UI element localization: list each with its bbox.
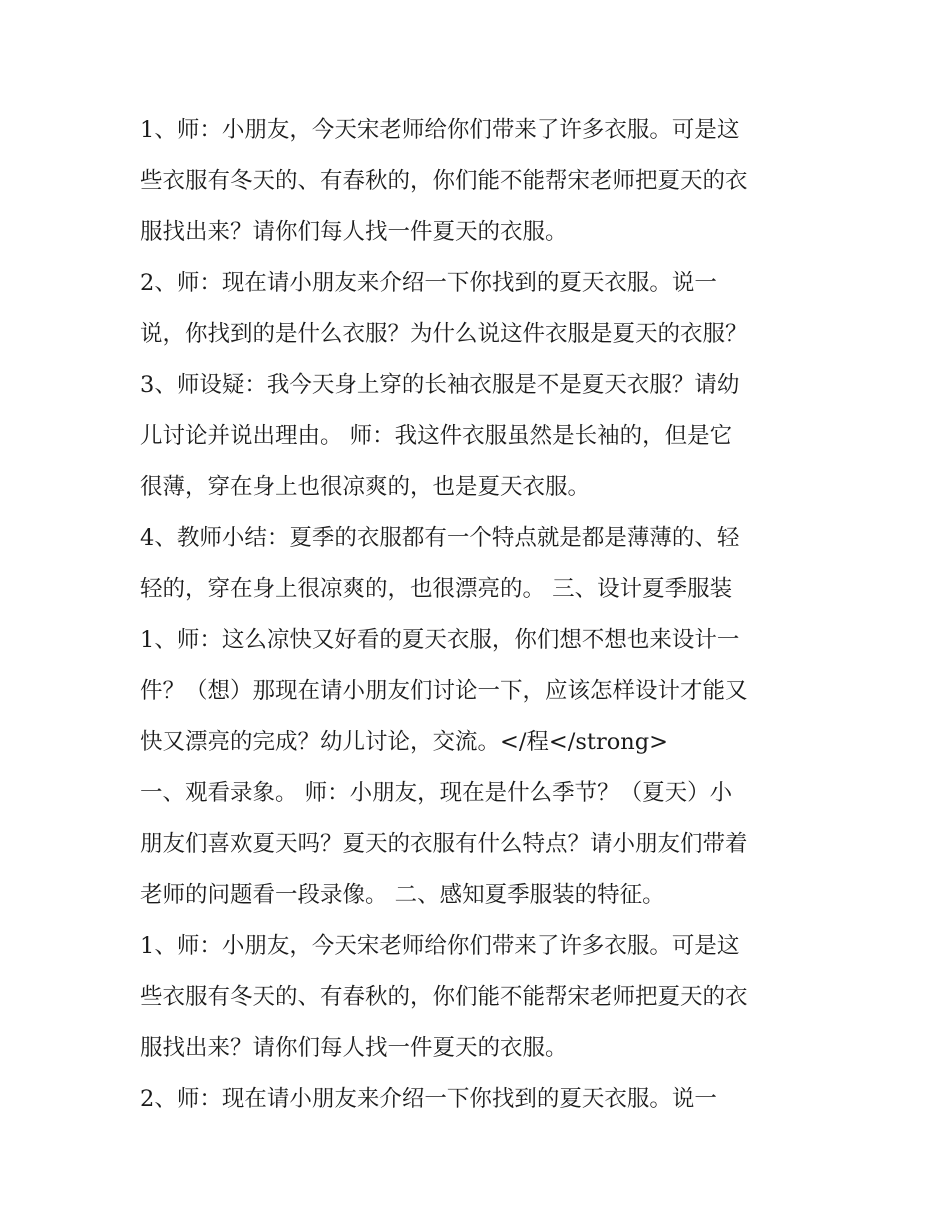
text-line: 1、师：小朋友，今天宋老师给你们带来了许多衣服。可是这 bbox=[140, 117, 740, 143]
text-line: 些衣服有冬天的、有春秋的，你们能不能帮宋老师把夏天的衣 bbox=[140, 168, 748, 194]
text-line: 服找出来？请你们每人找一件夏天的衣服。 bbox=[140, 219, 568, 245]
text-line: 2、师：现在请小朋友来介绍一下你找到的夏天衣服。说一 bbox=[140, 1086, 717, 1112]
text-line: 一、观看录象。 师：小朋友，现在是什么季节？（夏天）小 bbox=[140, 780, 733, 806]
text-line: 服找出来？请你们每人找一件夏天的衣服。 bbox=[140, 1035, 568, 1061]
text-line: 轻的，穿在身上很凉爽的，也很漂亮的。 三、设计夏季服装 bbox=[140, 576, 733, 602]
text-line: 2、师：现在请小朋友来介绍一下你找到的夏天衣服。说一 bbox=[140, 270, 717, 296]
text-line: 1、师：这么凉快又好看的夏天衣服，你们想不想也来设计一 bbox=[140, 627, 740, 653]
text-line: 朋友们喜欢夏天吗？夏天的衣服有什么特点？请小朋友们带着 bbox=[140, 831, 748, 857]
text-line: 快又漂亮的完成？幼儿讨论，交流。</程</strong> bbox=[140, 729, 669, 755]
text-line: 老师的问题看一段录像。 二、感知夏季服装的特征。 bbox=[140, 882, 665, 908]
text-line: 件？（想）那现在请小朋友们讨论一下，应该怎样设计才能又 bbox=[140, 678, 748, 704]
text-line: 4、教师小结：夏季的衣服都有一个特点就是都是薄薄的、轻 bbox=[140, 525, 740, 551]
text-line: 1、师：小朋友，今天宋老师给你们带来了许多衣服。可是这 bbox=[140, 933, 740, 959]
text-line: 些衣服有冬天的、有春秋的，你们能不能帮宋老师把夏天的衣 bbox=[140, 984, 748, 1010]
text-line: 很薄，穿在身上也很凉爽的，也是夏天衣服。 bbox=[140, 474, 591, 500]
text-line: 说，你找到的是什么衣服？为什么说这件衣服是夏天的衣服？ bbox=[140, 321, 748, 347]
text-line: 3、师设疑：我今天身上穿的长袖衣服是不是夏天衣服？请幼 bbox=[140, 372, 740, 398]
text-line: 儿讨论并说出理由。 师：我这件衣服虽然是长袖的，但是它 bbox=[140, 423, 733, 449]
document-body bbox=[140, 105, 820, 1125]
